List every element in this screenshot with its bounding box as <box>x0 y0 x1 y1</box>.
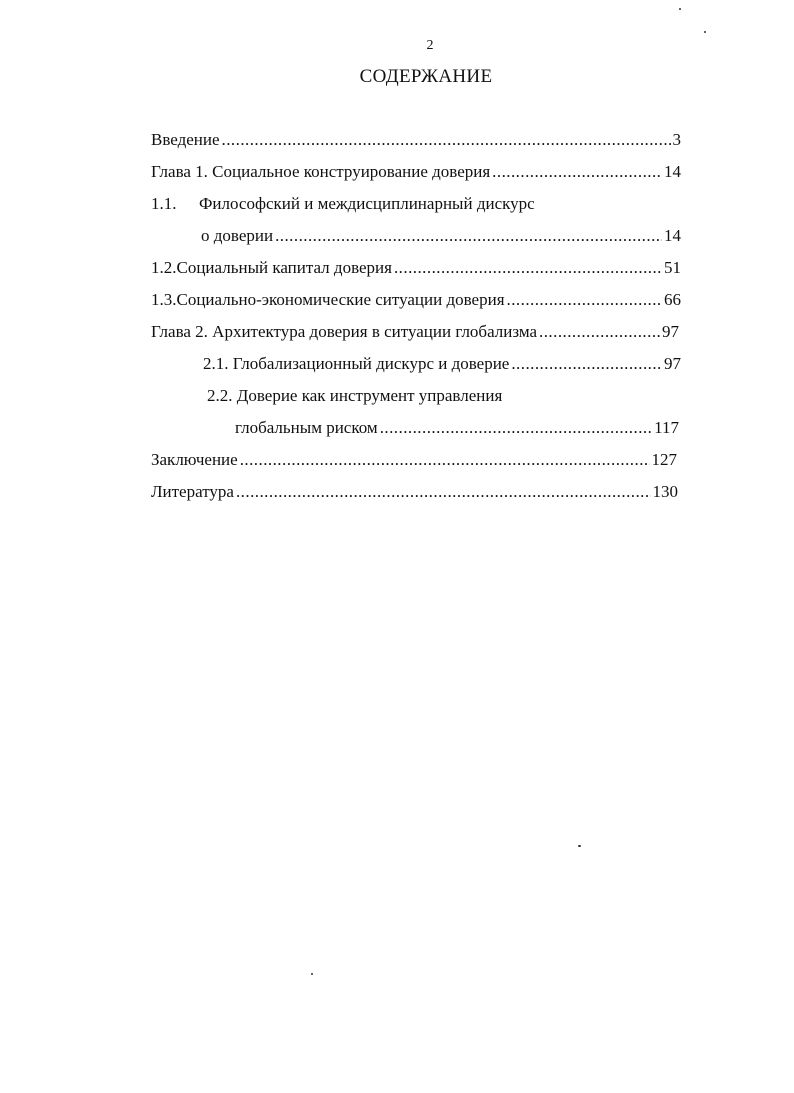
toc-entry-label: о доверии <box>201 226 274 245</box>
scan-speck <box>704 31 706 33</box>
toc-dot-leader <box>394 256 662 280</box>
toc-dot-leader <box>236 480 651 504</box>
toc-page-number: 66 <box>664 290 681 309</box>
toc-dot-leader <box>275 224 662 248</box>
toc-page-number: 97 <box>662 322 679 341</box>
toc-entry-literature[interactable] <box>151 480 678 504</box>
toc-entry-label: Литература <box>151 482 234 501</box>
toc-entry-chapter-1[interactable] <box>151 160 681 184</box>
toc-entry-label: 2.2. Доверие как инструмент управления <box>207 386 503 405</box>
toc-dot-leader <box>507 288 662 312</box>
toc-entry-section-2-2[interactable] <box>207 384 681 408</box>
toc-page-number: 97 <box>664 354 681 373</box>
toc-entry-section-1-1[interactable] <box>151 192 681 216</box>
toc-page-number: 3 <box>672 130 681 149</box>
toc-page-number: 14 <box>664 226 681 245</box>
toc-entry-conclusion[interactable] <box>151 448 677 472</box>
toc-entry-label: глобальным риском <box>235 418 378 437</box>
toc-dot-leader <box>380 416 652 440</box>
toc-entry-section-1-2[interactable] <box>151 256 681 280</box>
toc-entry-section-2-2-cont[interactable] <box>235 416 679 440</box>
scan-speck <box>311 973 313 975</box>
toc-section-number: 1.2. <box>151 258 177 277</box>
toc-entry-section-2-1[interactable] <box>203 352 681 376</box>
toc-entry-label: Глава 1. Социальное конструирование доверия <box>151 162 491 181</box>
toc-dot-leader <box>222 128 671 152</box>
toc-section-number: 1.1. <box>151 194 177 213</box>
toc-entry-label: Глава 2. Архитектура доверия в ситуации глобализма <box>151 322 538 341</box>
toc-entry-label: Социальный капитал доверия <box>176 258 392 277</box>
scan-speck <box>578 845 581 847</box>
toc-entry-introduction[interactable] <box>151 128 681 152</box>
toc-page-number: 130 <box>652 482 678 501</box>
toc-page-number: 127 <box>651 450 677 469</box>
toc-entry-label: Социально-экономические ситуации доверия <box>176 290 505 309</box>
toc-dot-leader <box>539 320 660 344</box>
toc-entry-label: Введение <box>151 130 220 149</box>
toc-entry-section-1-1-cont[interactable] <box>201 224 681 248</box>
toc-dot-leader <box>240 448 650 472</box>
toc-section-number: 1.3. <box>151 290 177 309</box>
scan-speck <box>679 8 681 10</box>
toc-dot-leader <box>511 352 662 376</box>
toc-entry-section-1-3[interactable] <box>151 288 681 312</box>
toc-page-number: 14 <box>664 162 681 181</box>
toc-entry-label: 2.1. Глобализационный дискурс и доверие <box>203 354 510 373</box>
toc-entry-chapter-2[interactable] <box>151 320 679 344</box>
toc-page-number: 117 <box>654 418 679 437</box>
toc-entry-label: Философский и междисциплинарный дискурс <box>199 194 535 213</box>
page-title: СОДЕРЖАНИЕ <box>359 66 493 87</box>
toc-entry-label: Заключение <box>151 450 238 469</box>
toc-page-number: 51 <box>664 258 681 277</box>
page-number: 2 <box>426 38 434 53</box>
toc-dot-leader <box>492 160 662 184</box>
